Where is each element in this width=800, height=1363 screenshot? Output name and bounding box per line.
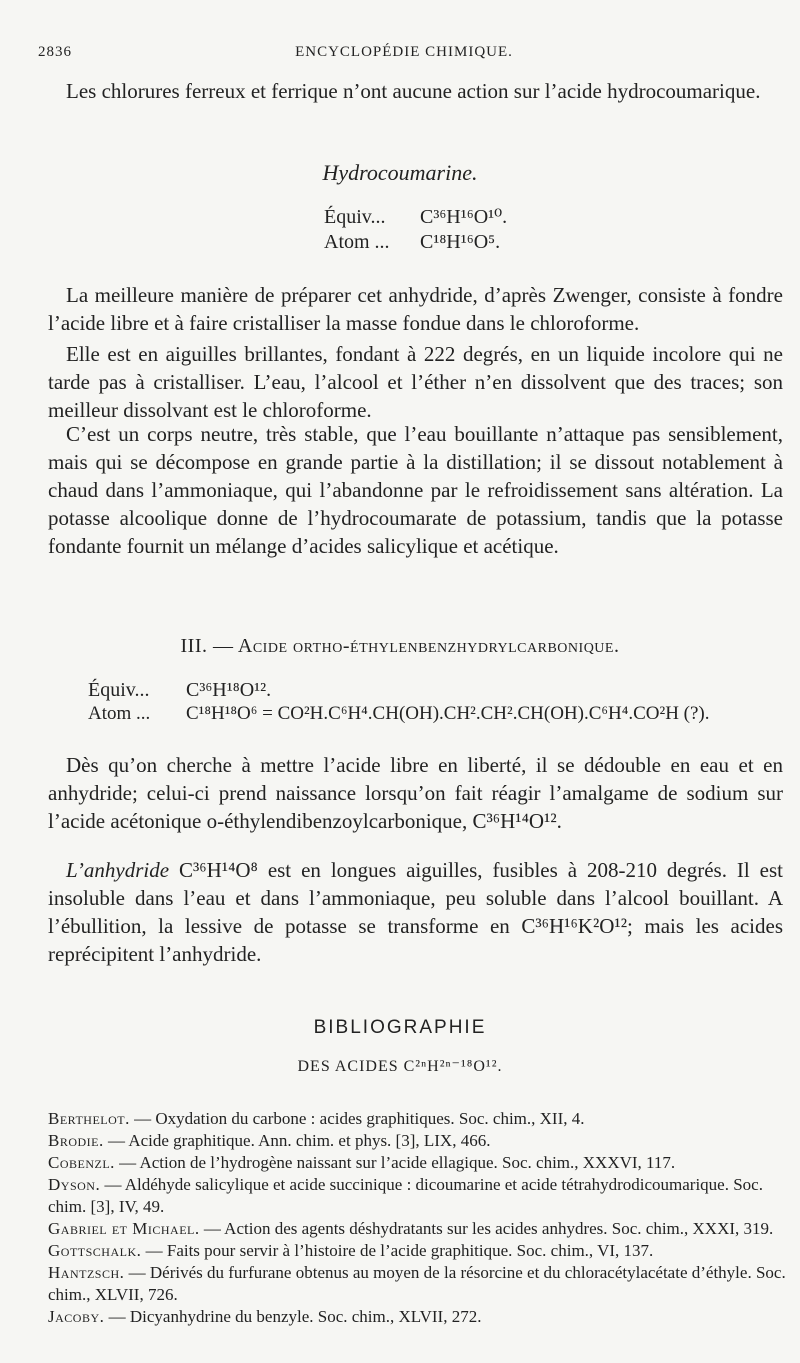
bibliography-entry — [48, 1240, 788, 1262]
equiv-label: Équiv... — [324, 206, 386, 228]
entry-author: Brodie. — [48, 1131, 104, 1150]
entry-text: — Acide graphitique. Ann. chim. et phys. [3], LIX, 466. — [103, 1131, 491, 1150]
bibliography-title: BIBLIOGRAPHIE — [313, 1017, 487, 1038]
atom-value: C¹⁸H¹⁶O⁵. — [420, 231, 501, 253]
equiv-value: C³⁶H¹⁶O¹⁰. — [420, 206, 508, 228]
running-title: ENCYCLOPÉDIE CHIMIQUE. — [295, 44, 513, 60]
atom-value: C¹⁸H¹⁸O⁶ = CO²H.C⁶H⁴.CH(OH).CH².CH².CH(OH).C⁶H⁴.CO²H (?). — [186, 703, 710, 724]
entry-text: — Action de l’hydrogène naissant sur l’acide ellagique. Soc. chim., XXXVI, 117. — [114, 1153, 676, 1172]
entry-author: Berthelot. — [48, 1109, 130, 1128]
entry-text: — Faits pour servir à l’histoire de l’acide graphitique. Soc. chim., VI, 137. — [141, 1241, 654, 1260]
bibliography-entry — [48, 1306, 788, 1328]
intro-paragraph: Les chlorures ferreux et ferrique n’ont aucune action sur l’acide hydrocoumarique. — [66, 79, 761, 103]
page-number: 2836 — [38, 44, 72, 60]
bibliography-entry — [48, 1152, 788, 1174]
section-iii-title: III. — Acide ortho-éthylenbenzhydrylcarbonique. — [180, 635, 620, 657]
entry-author: Hantzsch. — [48, 1263, 125, 1282]
paragraph-anhydride — [48, 856, 783, 968]
entry-author: Gottschalk. — [48, 1241, 142, 1260]
entry-text: — Action des agents déshydratants sur les acides anhydres. Soc. chim., XXXI, 319. — [199, 1219, 774, 1238]
hydrocoumarine-equiv-formula — [324, 204, 507, 230]
entry-author: Cobenzl. — [48, 1153, 115, 1172]
section-iii-equiv-formula — [88, 677, 271, 703]
entry-author: Jacoby. — [48, 1307, 105, 1326]
equiv-label: Équiv... — [88, 679, 150, 701]
entry-text: — Dicyanhydrine du benzyle. Soc. chim., XLVII, 272. — [104, 1307, 482, 1326]
entry-text: — Dérivés du furfurane obtenus au moyen de la résorcine et du chloracétylacétate d’éthyle. Soc. chim., XLVII, 726. — [48, 1263, 786, 1304]
bibliography-entry — [48, 1174, 788, 1218]
entry-author: Dyson. — [48, 1175, 101, 1194]
paragraph-preparation: La meilleure manière de préparer cet anhydride, d’après Zwenger, consiste à fondre l’acide libre et à faire cristalliser la masse fondue dans le chloroforme. — [48, 283, 783, 335]
anhydride-term: L’anhydride — [66, 858, 170, 882]
hydrocoumarine-atom-formula — [324, 229, 500, 255]
bibliography-entry — [48, 1262, 788, 1306]
entry-author: Gabriel et Michael. — [48, 1219, 200, 1238]
bibliography-list — [48, 1108, 788, 1328]
atom-label: Atom ... — [324, 231, 390, 253]
entry-text: — Oxydation du carbone : acides graphitiques. Soc. chim., XII, 4. — [129, 1109, 585, 1128]
bibliography-entry — [48, 1218, 788, 1240]
paragraph-properties: Elle est en aiguilles brillantes, fondant à 222 degrés, en un liquide incolore qui ne tarde pas à cristalliser. L’eau, l’alcool et l’éther n’en dissolvent que des traces; son meilleur dissolvant est le chloroforme. — [48, 342, 783, 422]
paragraph-stability: C’est un corps neutre, très stable, que l’eau bouillante n’attaque pas sensiblement, mais qui se décompose en grande partie à la distillation; il se dissout notablement à chaud dans l’ammoniaque, qui l’abandonne par le refroidissement sans altération. La potasse alcoolique donne de l’hydrocoumarate de potassium, tandis que la potasse fondante fournit un mélange d’acides salicylique et acétique. — [48, 422, 783, 558]
section-iii-atom-formula — [88, 701, 710, 727]
bibliography-entry — [48, 1108, 788, 1130]
entry-text: — Aldéhyde salicylique et acide succinique : dicoumarine et acide tétrahydrodicoumarique. Soc. chim. [3], IV, 49. — [48, 1175, 763, 1216]
atom-label: Atom ... — [88, 703, 151, 724]
bibliography-subtitle: DES ACIDES C²ⁿH²ⁿ⁻¹⁸O¹². — [297, 1058, 503, 1075]
hydrocoumarine-title: Hydrocoumarine. — [322, 160, 478, 185]
bibliography-entry — [48, 1130, 788, 1152]
anhydride-text: C³⁶H¹⁴O⁸ est en longues aiguilles, fusibles à 208-210 degrés. Il est insoluble dans l’eau et dans l’ammoniaque, peu soluble dans l’alcool bouillant. A l’ébullition, la lessive de potasse se transforme en C³⁶H¹⁶K²O¹²; mais les acides reprécipitent l’anhydride. — [48, 858, 783, 966]
paragraph-decomposition: Dès qu’on cherche à mettre l’acide libre en liberté, il se dédouble en eau et en anhydride; celui-ci prend naissance lorsqu’on fait réagir l’amalgame de sodium sur l’acide acétonique o-éthylendibenzoylcarbonique, C³⁶H¹⁴O¹². — [48, 753, 783, 833]
equiv-value: C³⁶H¹⁸O¹². — [186, 679, 272, 701]
